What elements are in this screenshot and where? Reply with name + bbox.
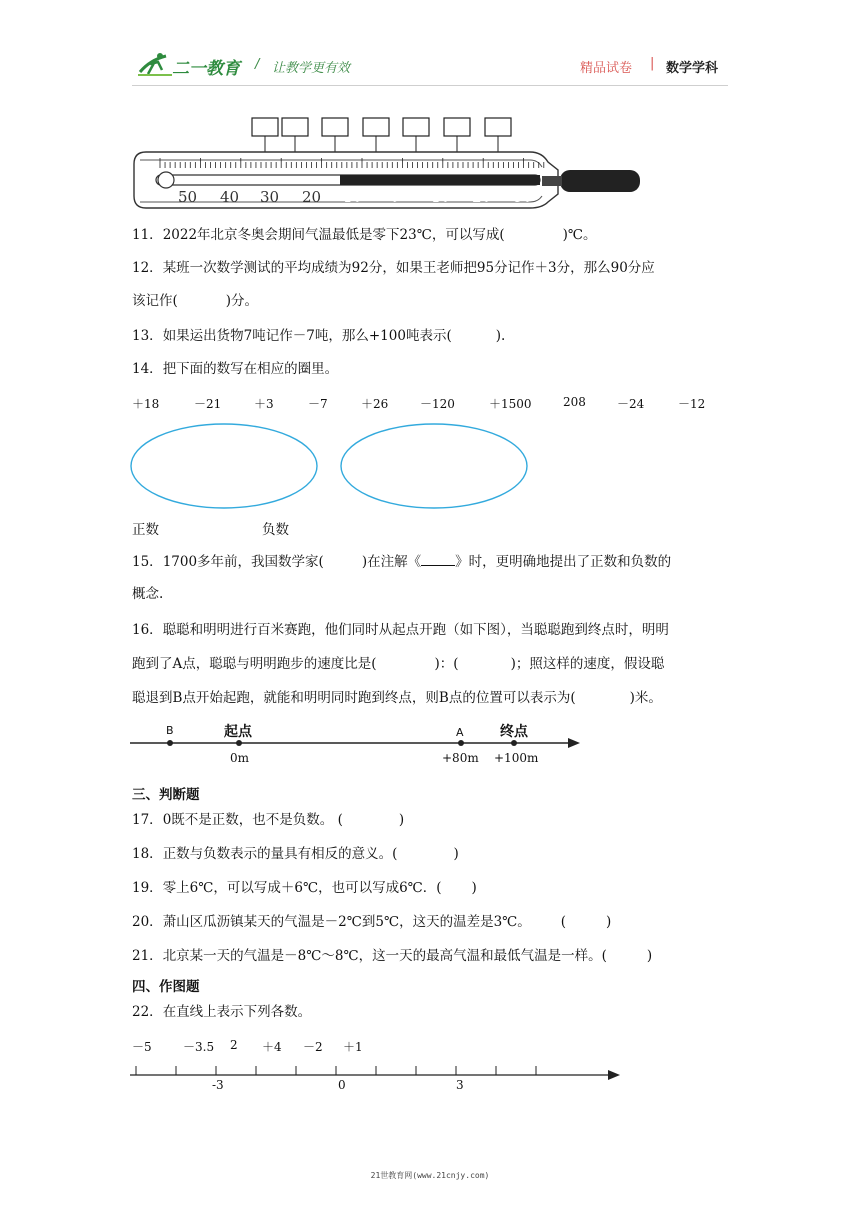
question-20 <box>132 912 611 932</box>
number-item: －7 <box>308 397 328 411</box>
header-subject: 数学学科 <box>666 61 719 76</box>
scale-label: 50 <box>178 188 198 206</box>
question-11 <box>132 225 596 245</box>
question-text: 1700多年前，我国数学家( <box>162 554 324 570</box>
question-19 <box>132 878 477 898</box>
question-text: )；照这样的速度，假设聪 <box>510 656 665 672</box>
question-text: 跑到了A点，聪聪与明明跑步的速度比是( <box>132 656 377 672</box>
finish-label: 终点 <box>500 724 528 740</box>
question-15 <box>132 551 671 572</box>
question-text: 概念. <box>132 586 164 602</box>
question-text: 该记作( <box>132 293 178 309</box>
scale-label: 30 <box>260 188 280 206</box>
number-item: －12 <box>678 397 706 411</box>
header-bar: | <box>650 56 655 71</box>
finish-value: +100m <box>494 751 539 765</box>
question-text: ( <box>560 914 567 930</box>
question-text: 如果运出货物7吨记作－7吨，那么+100吨表示( <box>162 328 452 344</box>
question-text: 0既不是正数，也不是负数。 ( <box>162 812 343 828</box>
scale-label: 40 <box>220 188 240 206</box>
number-item: ＋3 <box>254 397 274 411</box>
classification-ellipses <box>128 420 534 512</box>
question-text: 北京某一天的气温是－8℃～8℃，这一天的最高气温和最低气温是一样。( <box>162 948 607 964</box>
point-a-value: +80m <box>442 751 479 765</box>
question-text: )℃。 <box>562 227 597 243</box>
question-text: 在直线上表示下列各数。 <box>162 1004 312 1020</box>
axis-label: -3 <box>212 1078 224 1092</box>
question-text: 零上6℃，可以写成＋6℃，也可以写成6℃．( <box>162 880 442 896</box>
axis-label: 0 <box>338 1078 346 1092</box>
question-number: 13． <box>132 328 163 344</box>
question-number: 21． <box>132 948 163 964</box>
question-16-line2 <box>132 654 664 674</box>
question-text: ) <box>606 914 612 930</box>
question-number: 22． <box>132 1004 163 1020</box>
question-number: 18． <box>132 846 163 862</box>
question-text: 聪退到B点开始起跑，就能和明明同时跑到终点，则B点的位置可以表示为( <box>132 690 576 706</box>
question-text: ) <box>398 812 405 828</box>
number-item: －24 <box>617 397 645 411</box>
question-text: )：( <box>434 656 459 672</box>
header <box>0 0 860 90</box>
number-item: ＋18 <box>132 397 160 411</box>
question-text: )在注解《 <box>361 554 422 570</box>
header-rule <box>132 85 728 86</box>
question-text: 正数与负数表示的量具有相反的意义。( <box>162 846 398 862</box>
question-number: 11． <box>132 227 163 243</box>
section-judgement-title: 三、判断题 <box>132 787 200 803</box>
number-item: ＋1500 <box>489 397 532 411</box>
question-text: )米。 <box>629 690 662 706</box>
question-12 <box>132 258 655 278</box>
question-16-line3 <box>132 688 662 708</box>
number-item: ＋4 <box>262 1040 282 1054</box>
question-12-line2 <box>132 291 258 311</box>
header-premium: 精品试卷 <box>580 61 633 76</box>
number-item: －120 <box>420 397 455 411</box>
scale-label: 20 <box>302 188 322 206</box>
question-number: 17． <box>132 812 163 828</box>
question-number: 14． <box>132 361 163 377</box>
answer-underline[interactable] <box>421 551 455 566</box>
number-item: ＋1 <box>343 1040 363 1054</box>
axis-label: 3 <box>456 1078 464 1092</box>
label-positive: 正数 <box>132 522 159 538</box>
slogan: 让教学更有效 <box>272 61 351 76</box>
question-text: ). <box>495 328 506 344</box>
question-text: 聪聪和明明进行百米赛跑，他们同时从起点开跑（如下图），当聪聪跑到终点时，明明 <box>162 622 669 638</box>
question-text: 萧山区瓜沥镇某天的气温是－2℃到5℃，这天的温差是3℃。 <box>162 914 531 930</box>
scale-label: -20 <box>467 188 492 206</box>
question-number: 19． <box>132 880 163 896</box>
number-item: 2 <box>230 1038 238 1052</box>
number-line-diagram[interactable] <box>128 1062 628 1098</box>
number-item: －3.5 <box>183 1040 215 1054</box>
question-text: 某班一次数学测试的平均成绩为92分，如果王老师把95分记作＋3分，那么90分应 <box>162 260 655 276</box>
label-negative: 负数 <box>262 522 289 538</box>
question-number: 15． <box>132 554 163 570</box>
header-separator: / <box>255 57 260 72</box>
start-value: 0m <box>230 751 250 765</box>
runner-logo-icon <box>136 50 176 78</box>
number-item: 208 <box>563 395 586 409</box>
question-number: 12． <box>132 260 163 276</box>
point-b-label: B <box>166 724 174 737</box>
question-text: ) <box>471 880 477 896</box>
point-a-label: A <box>456 726 464 739</box>
number-line-icon <box>128 1062 628 1098</box>
scale-label: 10 <box>343 188 363 206</box>
question-13 <box>132 326 505 346</box>
question-text: ) <box>646 948 653 964</box>
logo-text: 二一教育 <box>172 59 240 79</box>
question-number: 20． <box>132 914 163 930</box>
scale-label: 0 <box>390 188 400 206</box>
section-drawing-title: 四、作图题 <box>132 979 200 995</box>
question-17 <box>132 810 404 830</box>
footer: 21世教育网(www.21cnjy.com) <box>370 1171 490 1180</box>
question-18 <box>132 844 459 864</box>
number-item: －21 <box>194 397 222 411</box>
number-item: －5 <box>132 1040 152 1054</box>
question-text: 把下面的数写在相应的圈里。 <box>162 361 339 377</box>
question-text: )分。 <box>225 293 259 309</box>
question-text: 》时，更明确地提出了正数和负数的 <box>455 554 672 570</box>
question-14 <box>132 359 338 379</box>
positive-ellipse[interactable] <box>131 424 317 508</box>
number-item: －2 <box>303 1040 323 1054</box>
question-16 <box>132 620 669 640</box>
negative-ellipse[interactable] <box>341 424 527 508</box>
thermometer-figure <box>130 112 650 212</box>
scale-label: -10 <box>426 188 451 206</box>
question-text: 2022年北京冬奥会期间气温最低是零下23℃，可以写成( <box>162 227 505 243</box>
question-number: 16． <box>132 622 163 638</box>
question-text: ) <box>453 846 459 862</box>
question-21 <box>132 946 652 966</box>
question-22 <box>132 1002 311 1022</box>
start-label: 起点 <box>224 724 252 740</box>
race-track-diagram <box>128 718 588 774</box>
number-item: ＋26 <box>361 397 389 411</box>
question-15-line2 <box>132 584 163 604</box>
scale-label: -30 <box>508 188 533 206</box>
